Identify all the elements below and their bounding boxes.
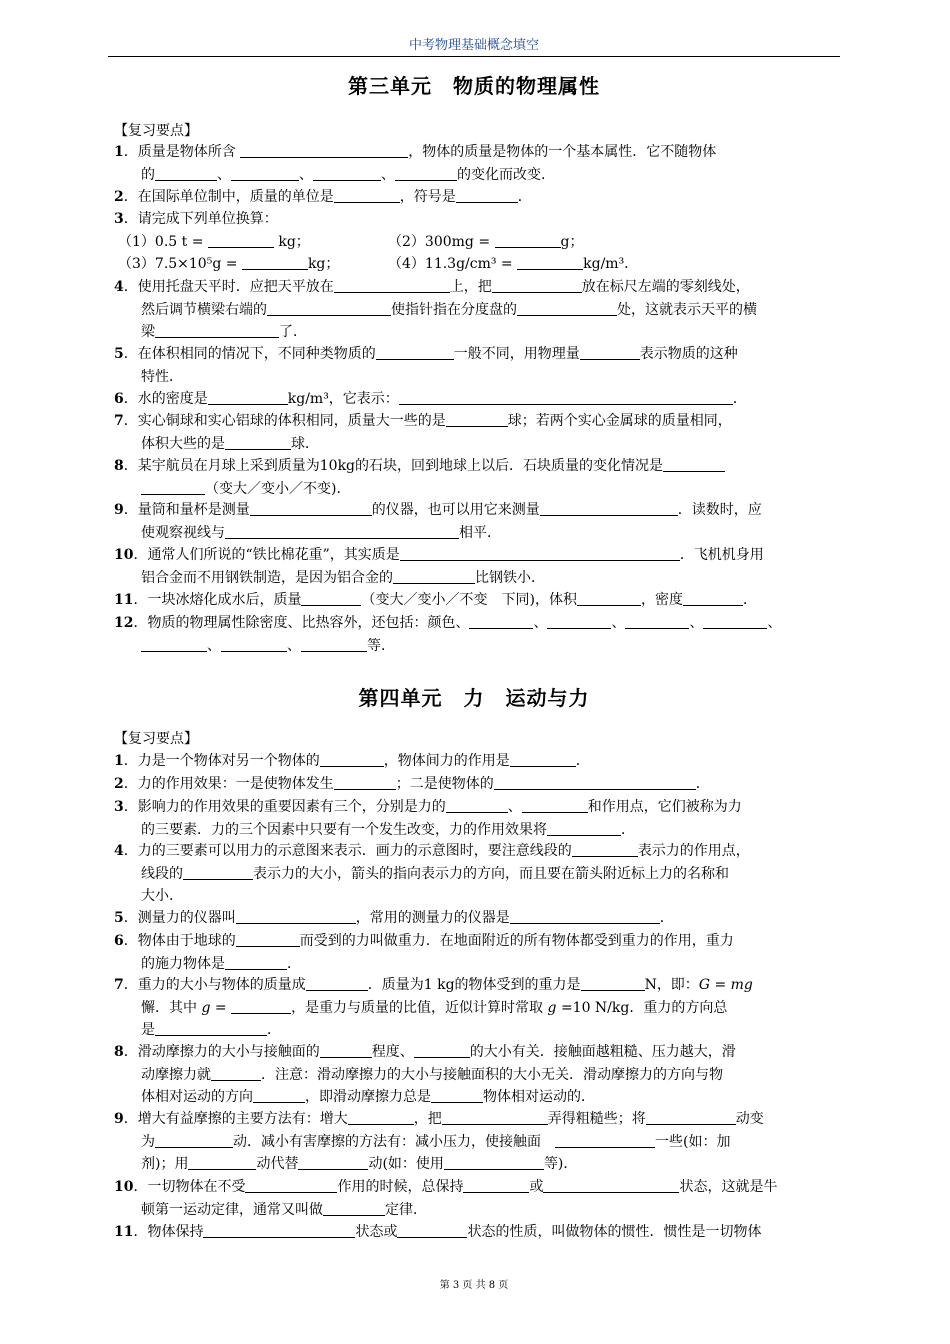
blank[interactable] bbox=[393, 569, 475, 584]
unit4-item-11: 11．物体保持 状态或 状态的性质，叫做物体的惯性．惯性是一切物体 bbox=[114, 1224, 762, 1240]
blank[interactable] bbox=[625, 614, 689, 629]
blank[interactable] bbox=[250, 501, 372, 516]
blank[interactable] bbox=[236, 932, 300, 947]
blank[interactable] bbox=[231, 999, 291, 1014]
blank[interactable] bbox=[397, 1223, 467, 1238]
blank[interactable] bbox=[581, 976, 645, 991]
blank[interactable] bbox=[208, 233, 274, 248]
blank[interactable] bbox=[253, 1088, 305, 1103]
blank[interactable] bbox=[495, 233, 561, 248]
blank[interactable] bbox=[155, 1021, 267, 1036]
unit3-item-8: 8．某宇航员在月球上采到质量为10kg的石块，回到地球上以后．石块质量的变化情况是 （变大／变小／不变)． bbox=[114, 455, 842, 500]
page-header: 中考物理基础概念填空 bbox=[408, 38, 539, 53]
blank[interactable] bbox=[208, 390, 288, 405]
unit3-review-label: 【复习要点】 bbox=[114, 123, 198, 139]
blank[interactable] bbox=[522, 798, 588, 813]
blank[interactable] bbox=[323, 1201, 385, 1216]
blank[interactable] bbox=[494, 775, 696, 790]
blank[interactable] bbox=[646, 1110, 736, 1125]
blank[interactable] bbox=[572, 842, 638, 857]
blank[interactable] bbox=[320, 752, 384, 767]
blank[interactable] bbox=[399, 390, 733, 405]
unit3-item-1: 1．质量是物体所含 ，物体的质量是物体的一个基本属性．它不随物体 的 、 、 、 的变化而改变． bbox=[114, 144, 717, 183]
blank[interactable] bbox=[306, 976, 368, 991]
blank[interactable] bbox=[580, 345, 640, 360]
blank[interactable] bbox=[203, 1223, 355, 1238]
blank[interactable] bbox=[236, 909, 356, 924]
blank[interactable] bbox=[141, 637, 207, 652]
blank[interactable] bbox=[334, 775, 396, 790]
unit3-item-12: 12．物质的物理属性除密度、比热容外，还包括：颜色、 、 、 、 、 、 、 等． bbox=[114, 615, 782, 654]
blank[interactable] bbox=[334, 188, 400, 203]
blank[interactable] bbox=[577, 591, 641, 606]
blank[interactable] bbox=[442, 1110, 548, 1125]
blank[interactable] bbox=[663, 457, 725, 472]
unit3-item-3: 3．请完成下列单位换算： bbox=[114, 211, 278, 227]
blank[interactable] bbox=[301, 591, 361, 606]
blank[interactable] bbox=[225, 435, 291, 450]
blank[interactable] bbox=[703, 614, 767, 629]
blank[interactable] bbox=[320, 1043, 372, 1058]
blank[interactable] bbox=[245, 1178, 337, 1193]
unit3-item-6: 6．水的密度是 kg/m³，它表示： ． bbox=[114, 391, 747, 407]
unit4-item-10: 10．一切物体在不受 作用的时候，总保持 或 状态，这就是牛 顿第一运动定律，通常又叫做 定律． bbox=[114, 1179, 778, 1218]
unit3-title: 第三单元 物质的物理属性 bbox=[348, 74, 600, 98]
blank[interactable] bbox=[517, 301, 617, 316]
blank[interactable] bbox=[267, 301, 391, 316]
blank[interactable] bbox=[211, 1066, 261, 1081]
blank[interactable] bbox=[188, 1155, 256, 1170]
unit4-title: 第四单元 力 运动与力 bbox=[358, 686, 590, 710]
blank[interactable] bbox=[492, 278, 582, 293]
blank[interactable] bbox=[240, 143, 408, 158]
blank[interactable] bbox=[334, 278, 450, 293]
blank[interactable] bbox=[242, 255, 308, 270]
blank[interactable] bbox=[446, 412, 508, 427]
unit4-item-5: 5．测量力的仪器叫 ，常用的测量力的仪器是 ． bbox=[114, 910, 674, 926]
blank[interactable] bbox=[313, 166, 381, 181]
blank[interactable] bbox=[555, 1133, 655, 1148]
blank[interactable] bbox=[683, 591, 743, 606]
blank[interactable] bbox=[517, 255, 583, 270]
unit3-item-11: 11．一块冰熔化成水后，质量 （变大／变小／不变 下同)，体积 ，密度 ． bbox=[114, 592, 757, 608]
unit4-item-8: 8．滑动摩擦力的大小与接触面的 程度、 的大小有关．接触面越粗糙、压力越大，滑 动摩擦力就 ．注意：滑动摩擦力的大小与接触面积的大小无关．滑动摩擦力的方向与物 体相对运动的方向 ，即滑动摩擦力总是 物体相对运动的． bbox=[114, 1044, 736, 1105]
blank[interactable] bbox=[301, 637, 367, 652]
blank[interactable] bbox=[400, 546, 680, 561]
blank[interactable] bbox=[376, 345, 454, 360]
unit3-item-3-row-a: （1）0.5 t = kg； （2）300mg = g； bbox=[118, 234, 584, 250]
blank[interactable] bbox=[431, 1088, 483, 1103]
unit4-item-3: 3．影响力的作用效果的重要因素有三个，分别是力的 、 和作用点，它们被称为力 的三要素．力的三个因素中只要有一个发生改变，力的作用效果将 ． bbox=[114, 799, 742, 838]
unit4-item-7: 7．重力的大小与物体的质量成 ．质量为1 kg的物体受到的重力是 N，即：G = mg 懈．其中 g = ，是重力与质量的比值，近似计算时常取 g =10 N/kg．重力的方向总 是 ． bbox=[114, 977, 753, 1038]
blank[interactable] bbox=[231, 166, 299, 181]
blank[interactable] bbox=[155, 323, 279, 338]
blank[interactable] bbox=[225, 955, 287, 970]
page-footer: 第 3 页 共 8 页 bbox=[439, 1280, 509, 1291]
unit3-item-7: 7．实心铜球和实心铝球的体积相同，质量大一些的是 球；若两个实心金属球的质量相同， 体积大些的是 球． bbox=[114, 413, 732, 452]
unit4-item-6: 6．物体由于地球的 而受到的力叫做重力．在地面附近的所有物体都受到重力的作用，重力 的施力物体是 ． bbox=[114, 933, 734, 972]
blank[interactable] bbox=[547, 614, 611, 629]
blank[interactable] bbox=[183, 865, 253, 880]
blank[interactable] bbox=[141, 480, 205, 495]
unit3-item-4: 4．使用托盘天平时．应把天平放在 上，把 放在标尺左端的零刻线处， 然后调节横梁右端的 使指针指在分度盘的 处，这就表示天平的横 梁 了． bbox=[114, 279, 757, 340]
blank[interactable] bbox=[510, 752, 576, 767]
unit3-item-9: 9．量筒和量杯是测量 的仪器，也可以用它来测量 ．读数时，应 使观察视线与 相平． bbox=[114, 502, 762, 541]
blank[interactable] bbox=[155, 166, 217, 181]
blank[interactable] bbox=[540, 501, 678, 516]
unit4-item-9: 9．增大有益摩擦的主要方法有：增大 ，把 弄得粗糙些；将 动变 为 动．减小有害摩擦的方法有：减小压力，使接触面 一些(如：加 剂)；用 动代替 动(如：使用 等)． bbox=[114, 1111, 764, 1172]
unit4-item-4: 4．力的三要素可以用力的示意图来表示．画力的示意图时，要注意线段的 表示力的作用点， 线段的 表示力的大小，箭头的指向表示力的方向，而且要在箭头附近标上力的名称和 大小． bbox=[114, 843, 750, 904]
blank[interactable] bbox=[463, 1178, 529, 1193]
blank[interactable] bbox=[446, 798, 508, 813]
unit3-item-10: 10．通常人们所说的“铁比棉花重”，其实质是 ．飞机机身用 铝合金而不用钢铁制造，是因为铝合金的 比钢铁小． bbox=[114, 547, 764, 586]
blank[interactable] bbox=[298, 1155, 368, 1170]
blank[interactable] bbox=[155, 1133, 233, 1148]
unit4-item-1: 1．力是一个物体对另一个物体的 ，物体间力的作用是 ． bbox=[114, 753, 590, 769]
blank[interactable] bbox=[543, 1178, 679, 1193]
blank[interactable] bbox=[414, 1043, 470, 1058]
blank[interactable] bbox=[469, 614, 533, 629]
unit3-item-3-row-b: （3）7.5×10⁵g = kg； （4）11.3g/cm³ = kg/m³． bbox=[118, 256, 639, 272]
blank[interactable] bbox=[444, 1155, 544, 1170]
unit4-review-label: 【复习要点】 bbox=[114, 731, 198, 747]
blank[interactable] bbox=[510, 909, 660, 924]
blank[interactable] bbox=[221, 637, 287, 652]
unit3-item-5: 5．在体积相同的情况下，不同种类物质的 一般不同，用物理量 表示物质的这种 特性． bbox=[114, 346, 738, 385]
unit3-item-2: 2．在国际单位制中，质量的单位是 ，符号是 ． bbox=[114, 189, 532, 205]
blank[interactable] bbox=[225, 524, 459, 539]
header-rule bbox=[108, 56, 840, 57]
blank[interactable] bbox=[348, 1110, 414, 1125]
blank[interactable] bbox=[395, 166, 457, 181]
blank[interactable] bbox=[456, 188, 518, 203]
unit4-item-2: 2．力的作用效果：一是使物体发生 ；二是使物体的 ． bbox=[114, 776, 710, 792]
blank[interactable] bbox=[547, 821, 621, 836]
